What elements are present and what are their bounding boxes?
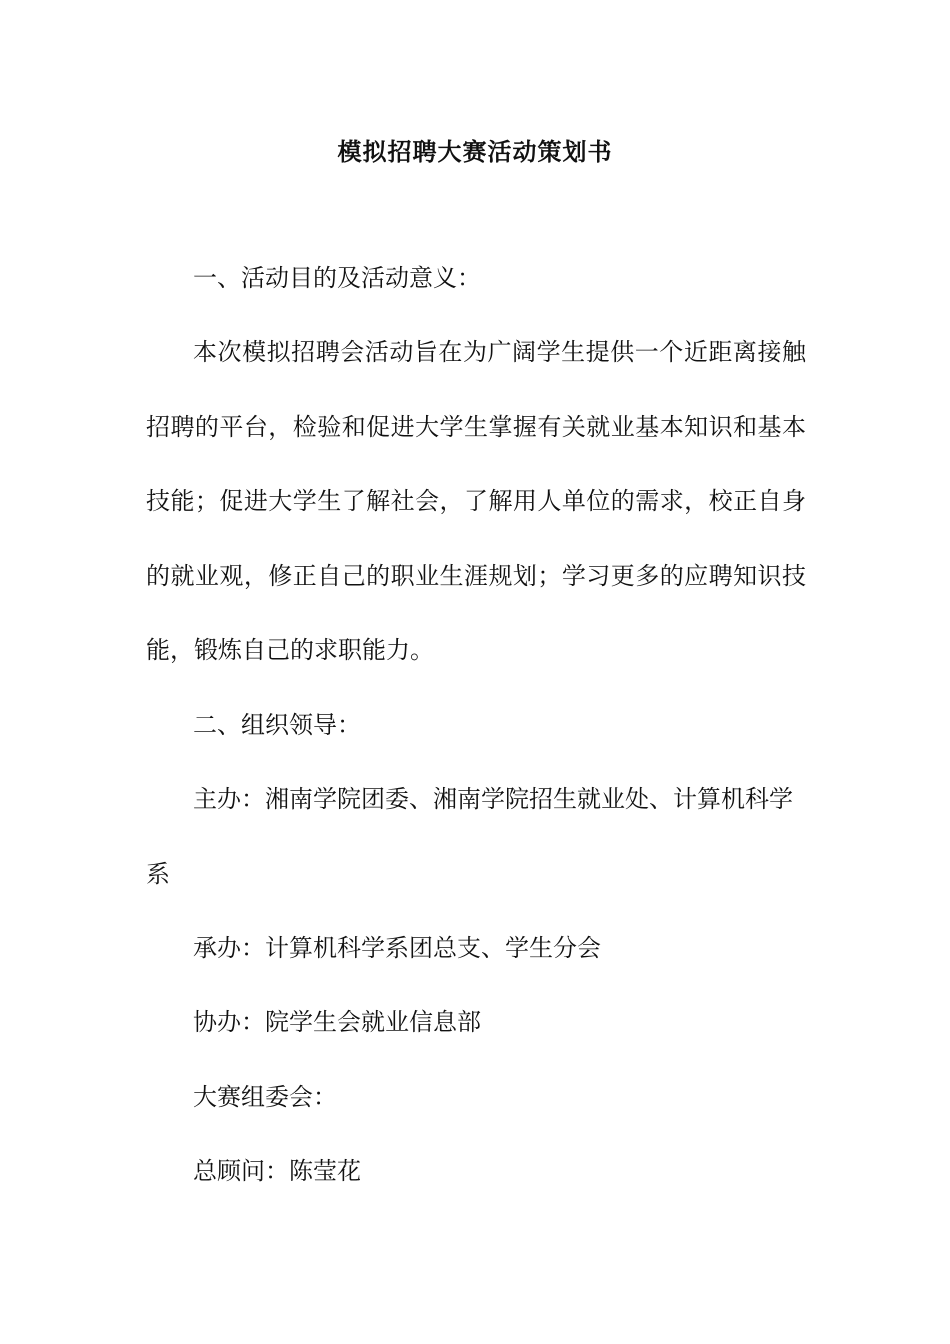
host-line: 主办：湘南学院团委、湘南学院招生就业处、计算机科学系: [146, 785, 793, 888]
organizer-line: 承办：计算机科学系团总支、学生分会: [193, 934, 601, 962]
committee-line: 大赛组委会：: [193, 1083, 337, 1111]
section2-heading: 二、组织领导：: [193, 711, 361, 739]
section1-heading: 一、活动目的及活动意义：: [193, 264, 481, 292]
chief-advisor-line: 总顾问：陈莹花: [193, 1157, 361, 1185]
section1-body: 本次模拟招聘会活动旨在为广阔学生提供一个近距离接触招聘的平台，检验和促进大学生掌握有关就业基本知识和基本技能；促进大学生了解社会，了解用人单位的需求，校正自身的就业观，修正自己的职业生涯规划；学习更多的应聘知识技能，锻炼自己的求职能力。: [146, 338, 806, 664]
document-title: 模拟招聘大赛活动策划书: [337, 137, 613, 166]
co-organizer-line: 协办：院学生会就业信息部: [193, 1008, 481, 1036]
